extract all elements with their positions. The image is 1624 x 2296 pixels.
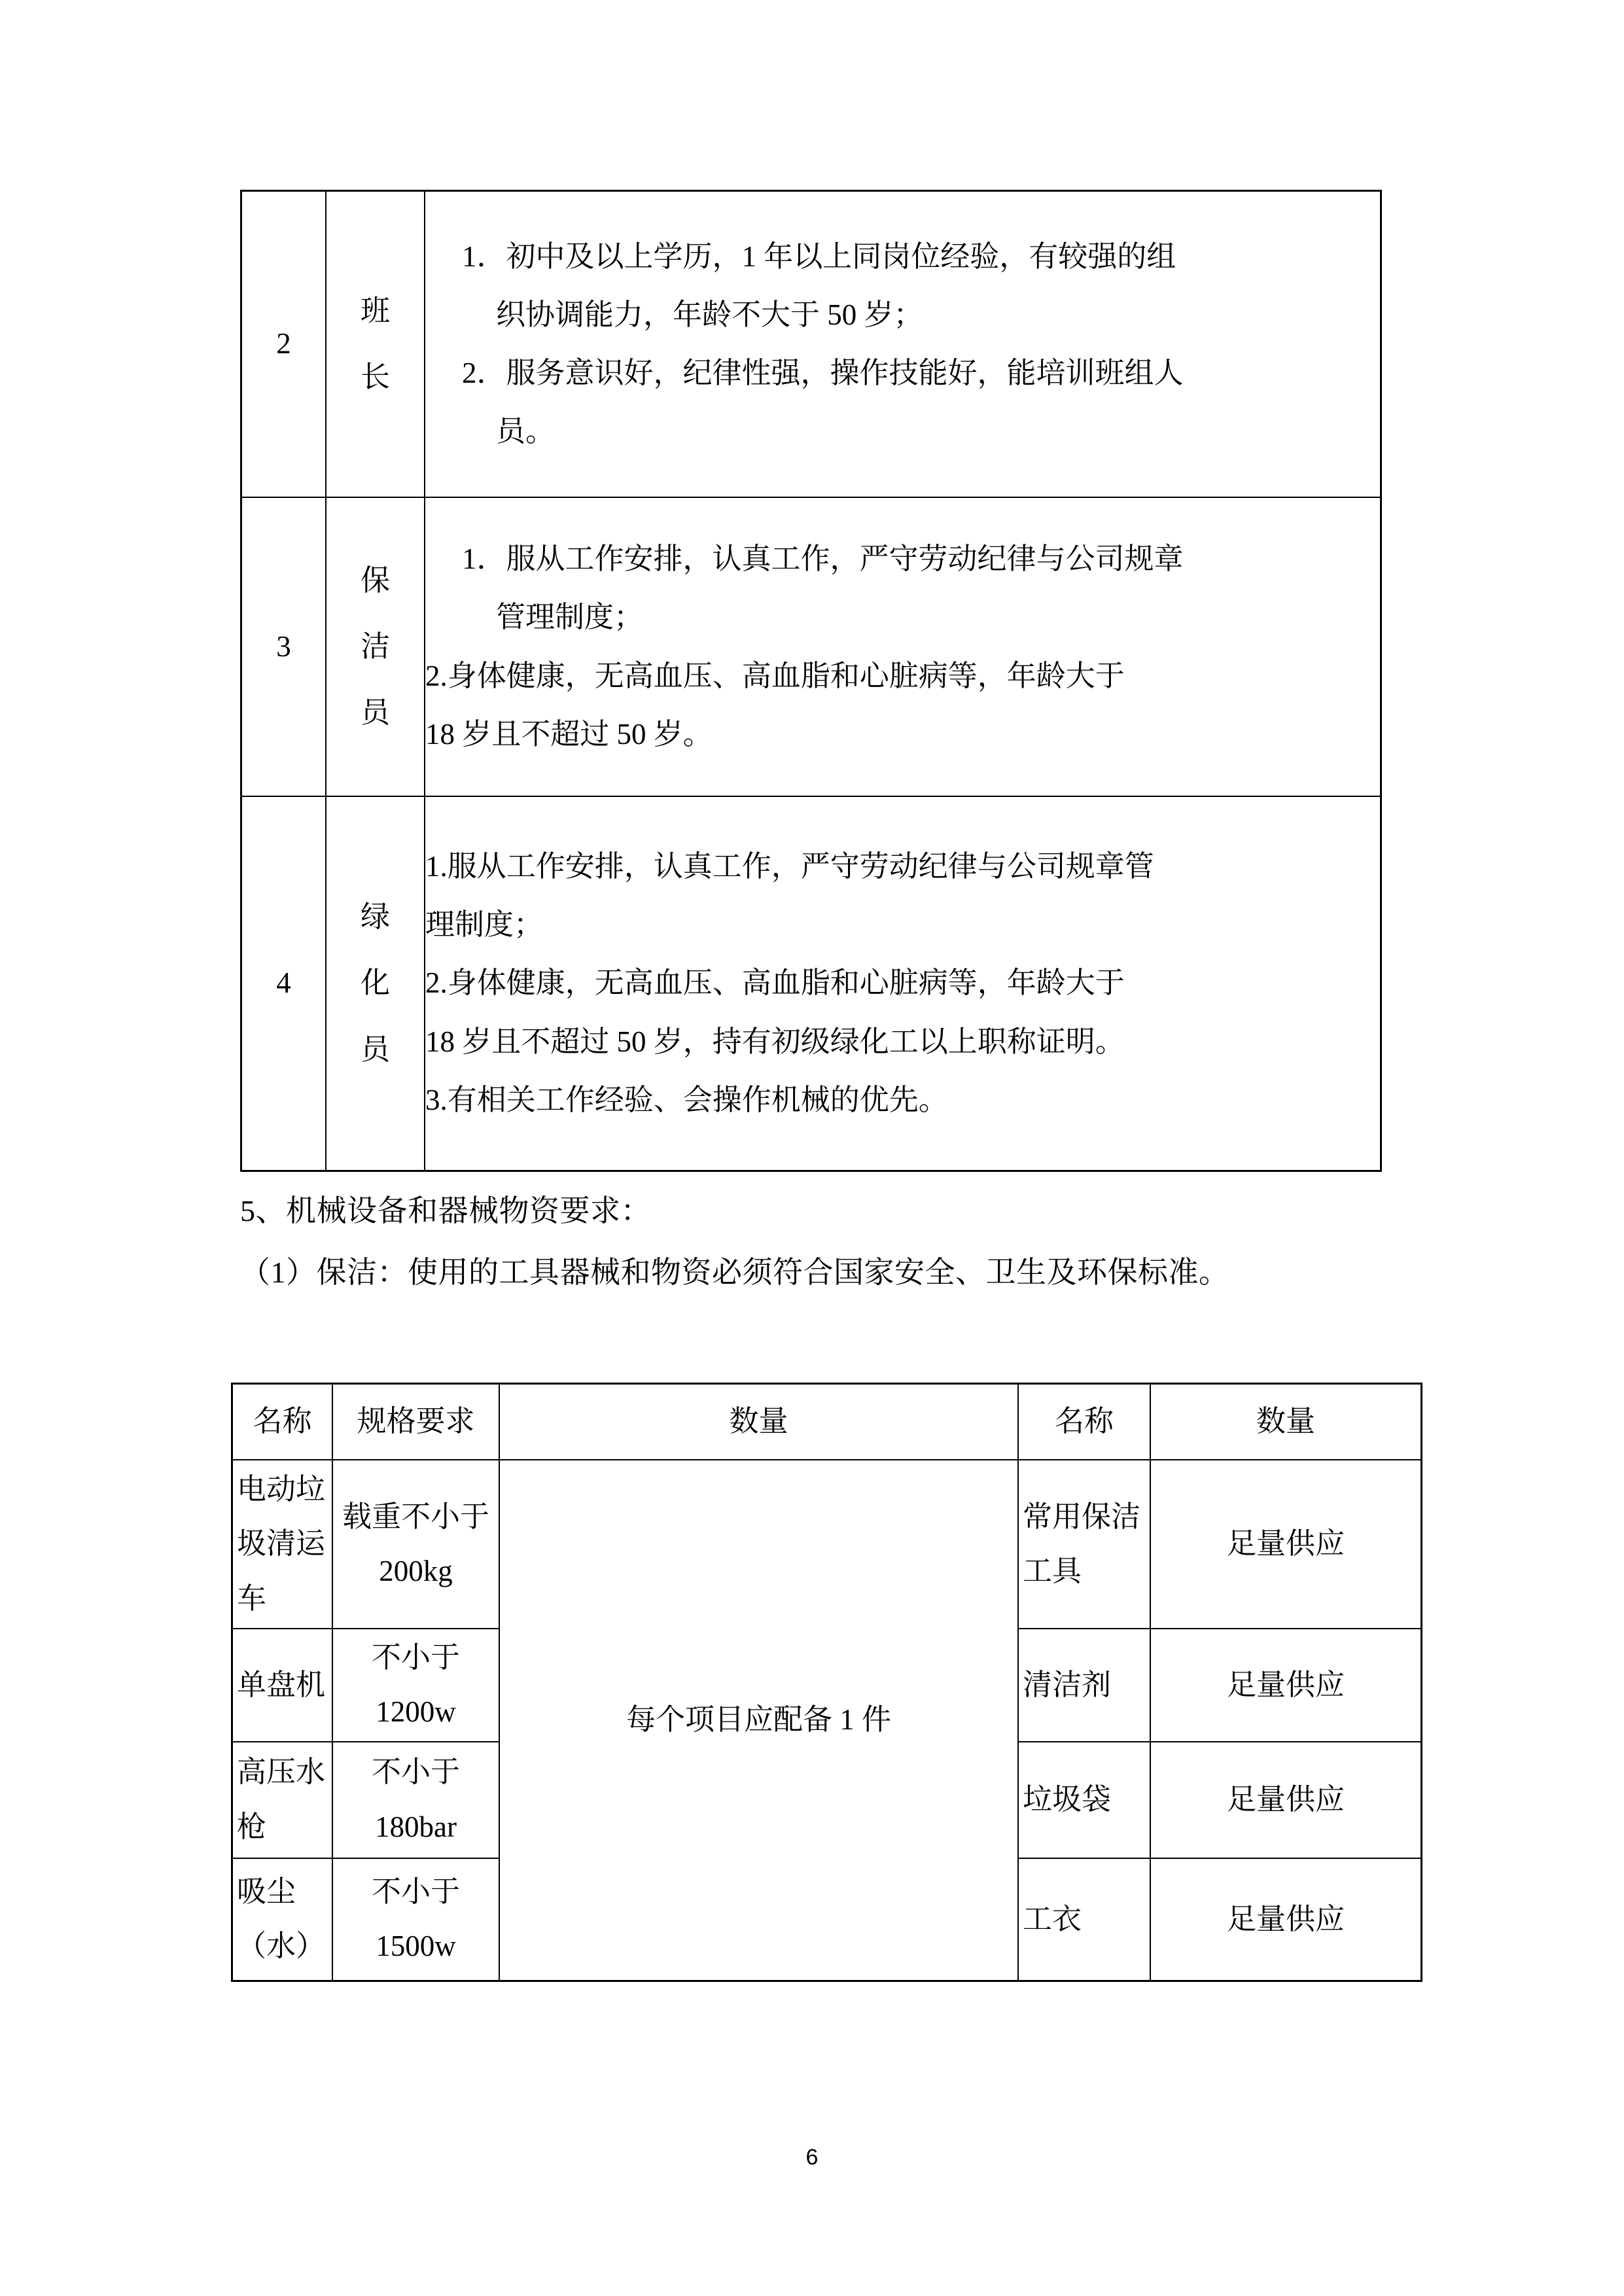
post-name-cell [326, 796, 425, 1171]
supply-quantity: 足量供应 [1150, 1629, 1422, 1742]
description-line: 18 岁且不超过 50 岁，持有初级绿化工以上职称证明。 [425, 1025, 1125, 1058]
equipment-spec: 不小于 180bar [332, 1742, 499, 1858]
supply-name: 常用保洁工具 [1018, 1460, 1150, 1629]
supply-quantity: 足量供应 [1150, 1742, 1422, 1858]
post-description-cell [425, 796, 1381, 1171]
description-line: 1．服从工作安排，认真工作，严守劳动纪律与公司规章 [462, 542, 1184, 576]
equipment-name: 高压水枪 [232, 1742, 333, 1858]
equipment-spec: 不小于 1200w [332, 1629, 499, 1742]
row-number-cell [241, 497, 327, 796]
equipment-spec: 载重不小于 200kg [332, 1460, 499, 1629]
cleaning-requirement-paragraph [180, 1243, 1397, 1302]
equipment-quantity: 每个项目应配备 1 件 [499, 1460, 1018, 1981]
supply-name: 清洁剂 [1018, 1629, 1150, 1742]
equipment-name: 吸尘（水） [232, 1858, 333, 1981]
description-line: 管理制度； [496, 601, 644, 634]
equipment-table [231, 1383, 1422, 1982]
description-line: 2.身体健康，无高血压、高血脂和心脏病等，年龄大于 [425, 659, 1125, 692]
description-line: 员。 [496, 415, 556, 448]
post-char: 员 [360, 696, 390, 730]
table-header-row [232, 1384, 1422, 1460]
column-header-quantity-2: 数量 [1150, 1384, 1422, 1460]
post-char: 保 [360, 563, 390, 597]
section-heading-5 [240, 1182, 1392, 1241]
description-line: 1.服从工作安排，认真工作，严守劳动纪律与公司规章管 [425, 850, 1154, 883]
equipment-name: 单盘机 [232, 1629, 333, 1742]
page-number [0, 2145, 1624, 2170]
description-line: 2.身体健康，无高血压、高血脂和心脏病等，年龄大于 [425, 966, 1125, 1000]
description-line: 2．服务意识好，纪律性强，操作技能好，能培训班组人 [462, 357, 1184, 389]
description-line: 3.有相关工作经验、会操作机械的优先。 [425, 1083, 948, 1116]
post-char: 班 [360, 294, 390, 327]
description-line: 1．初中及以上学历，1 年以上同岗位经验，有较强的组 [462, 239, 1176, 273]
row-number: 3 [276, 629, 291, 663]
equipment-name: 电动垃圾清运车 [232, 1460, 333, 1629]
post-description-cell [425, 191, 1381, 498]
row-number: 2 [276, 327, 291, 361]
equipment-spec: 不小于 1500w [332, 1858, 499, 1981]
post-description-cell [425, 497, 1381, 796]
supply-quantity: 足量供应 [1150, 1858, 1422, 1981]
table-row [232, 1460, 1422, 1629]
section-heading-text: 5、机械设备和器械物资要求： [240, 1194, 651, 1227]
table-row [241, 497, 1381, 796]
description-line: 18 岁且不超过 50 岁。 [425, 717, 713, 751]
row-number: 4 [276, 966, 291, 1000]
row-number-cell [241, 796, 327, 1171]
description-line: 织协调能力，年龄不大于 50 岁； [496, 298, 923, 331]
job-requirements-table [240, 190, 1382, 1172]
column-header-quantity: 数量 [499, 1384, 1018, 1460]
post-name-cell [326, 497, 425, 796]
column-header-spec: 规格要求 [332, 1384, 499, 1460]
supply-quantity: 足量供应 [1150, 1460, 1422, 1629]
supply-name: 垃圾袋 [1018, 1742, 1150, 1858]
table-row [241, 796, 1381, 1171]
post-char: 长 [360, 361, 390, 393]
page-number-text: 6 [805, 2145, 819, 2170]
post-char: 绿 [360, 900, 390, 934]
table-row [241, 191, 1381, 498]
column-header-name-2: 名称 [1018, 1384, 1150, 1460]
column-header-name: 名称 [232, 1384, 333, 1460]
post-name-cell [326, 191, 425, 498]
supply-name: 工衣 [1018, 1858, 1150, 1981]
post-char: 化 [360, 966, 390, 1000]
post-char: 洁 [360, 629, 390, 663]
cleaning-requirement-text: （1）保洁：使用的工具器械和物资必须符合国家安全、卫生及环保标准。 [240, 1256, 1229, 1289]
description-line: 理制度； [425, 908, 544, 942]
row-number-cell [241, 191, 327, 498]
post-char: 员 [360, 1033, 390, 1066]
